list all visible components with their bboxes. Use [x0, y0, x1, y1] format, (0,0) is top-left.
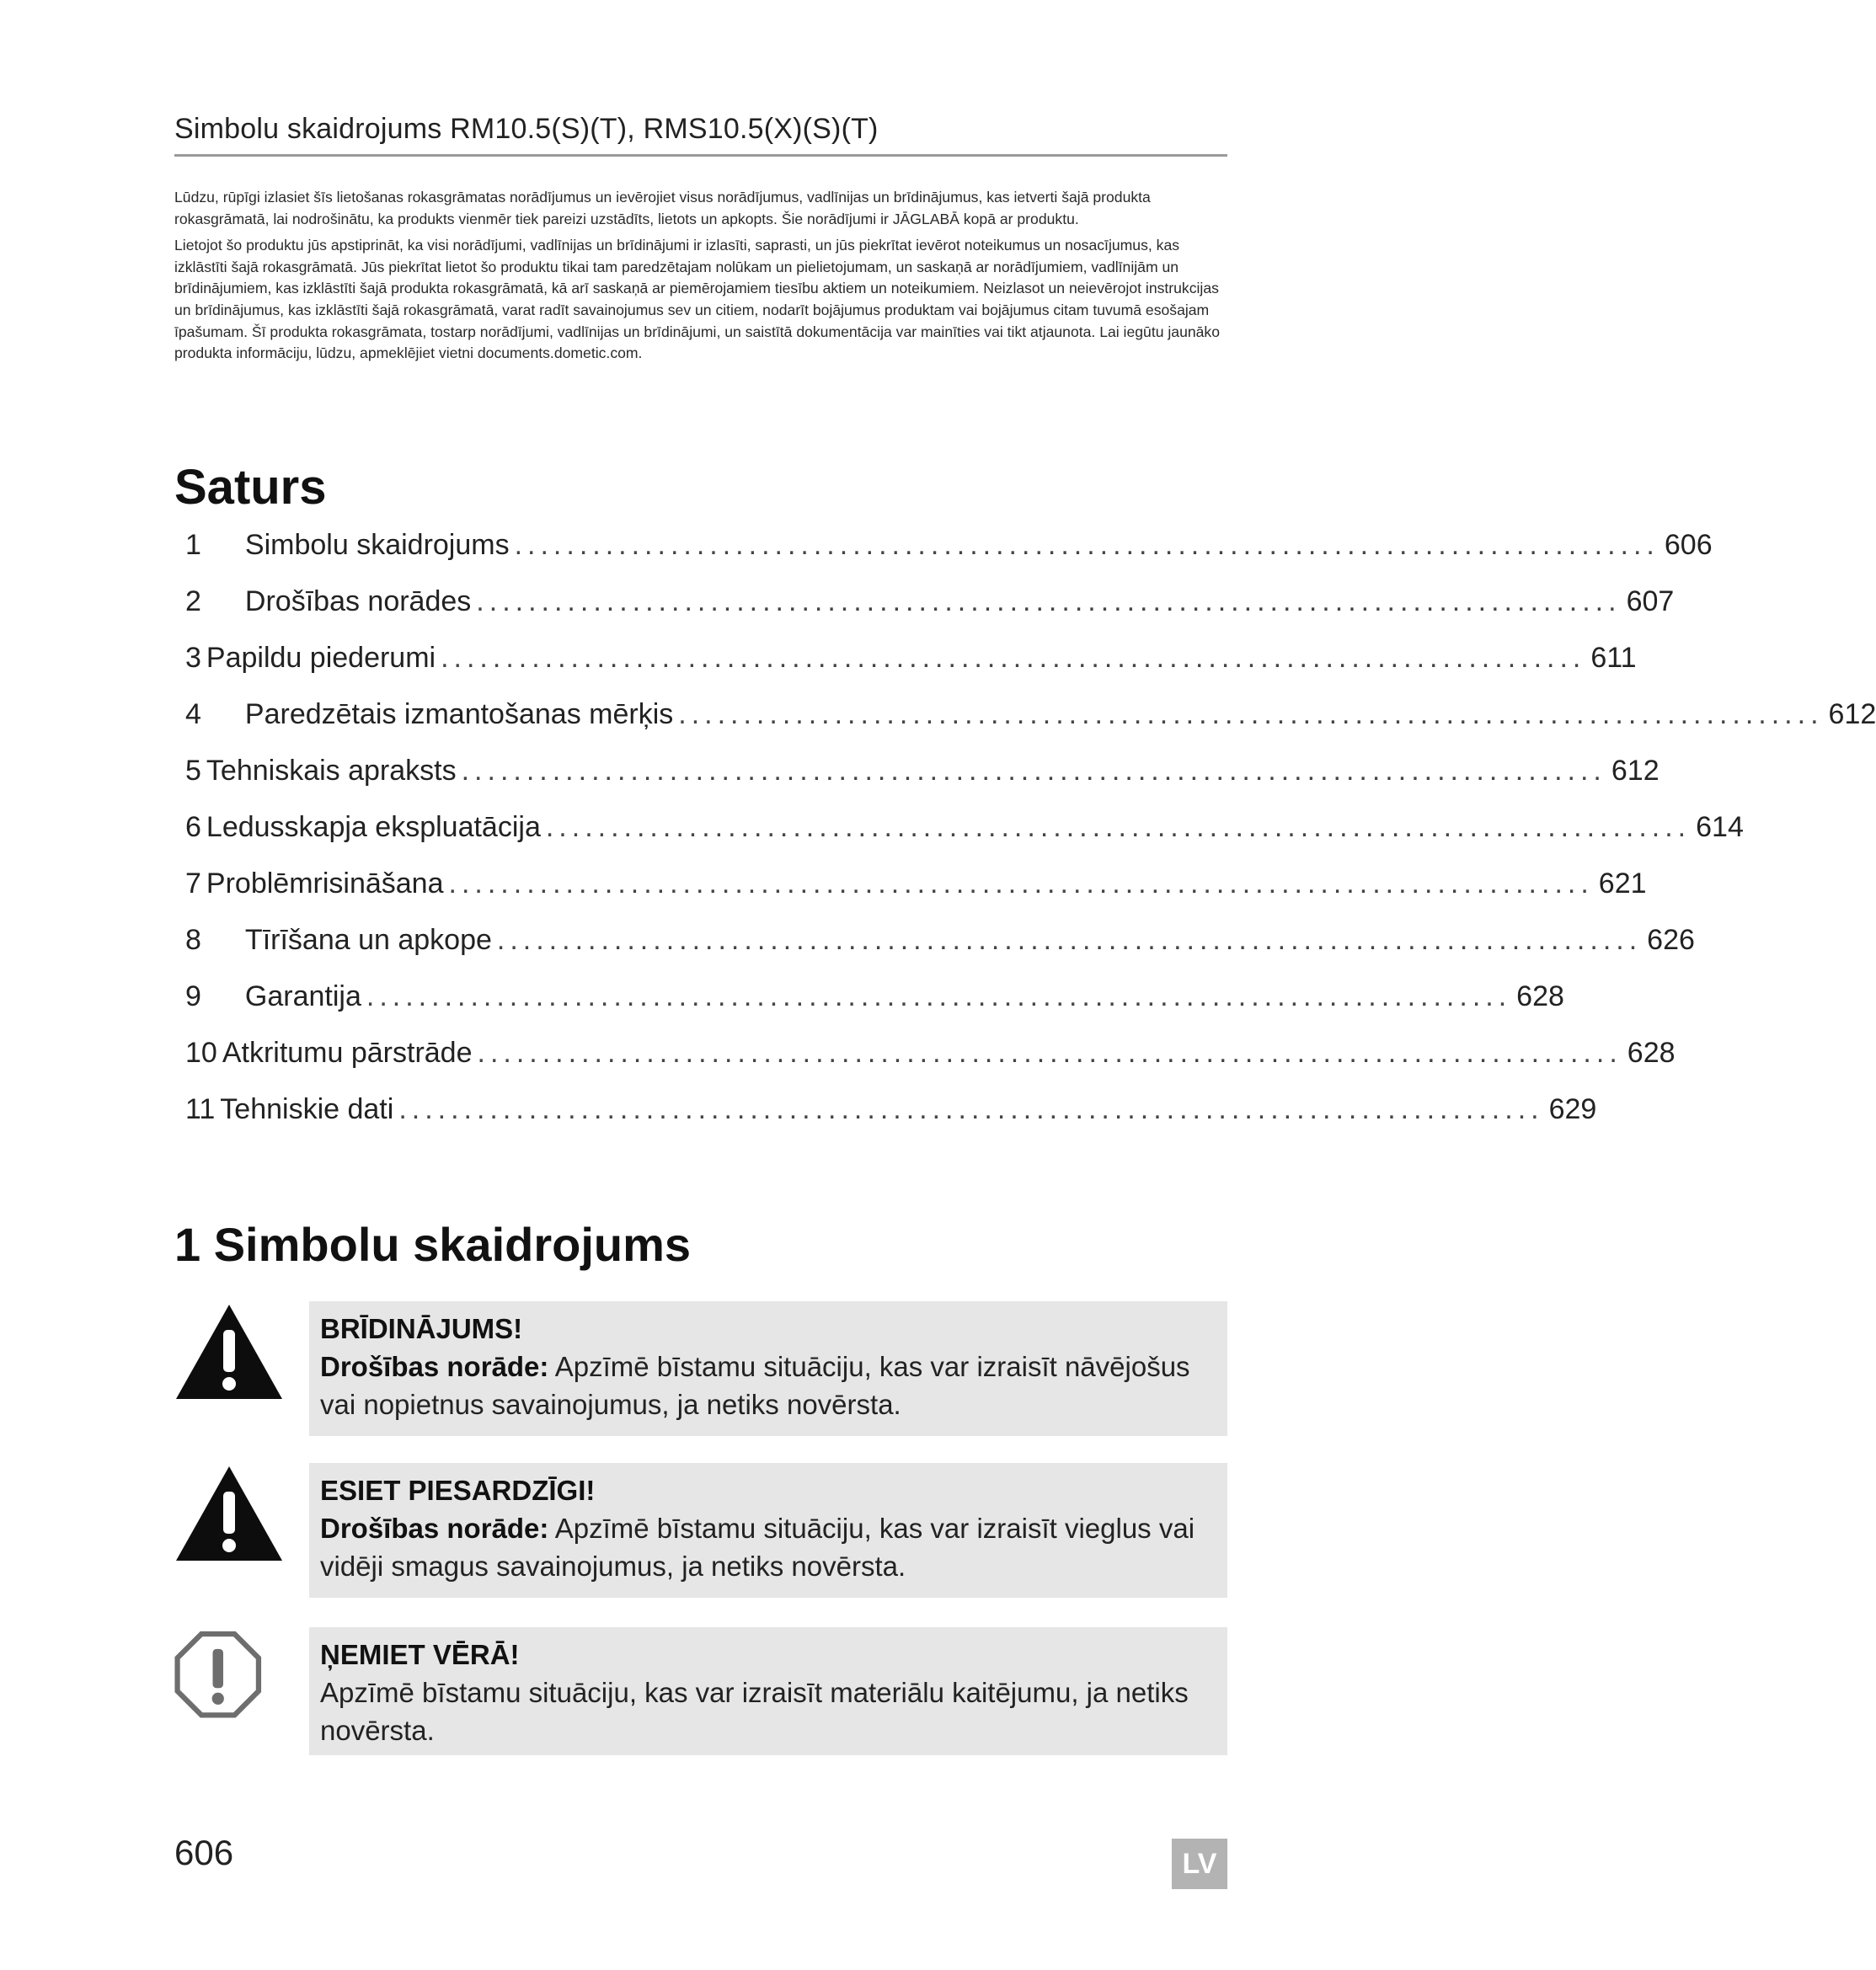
toc-leader-dots: ........................................................................................	[398, 1093, 1544, 1125]
toc-leader-dots: ........................................................................................	[476, 585, 1622, 617]
toc-entry[interactable]	[185, 1093, 1597, 1130]
toc-entry-number: 9	[185, 980, 201, 1012]
notice-box	[309, 1301, 1227, 1436]
toc-entry-number: 4	[185, 698, 201, 730]
intro-text	[174, 187, 1227, 370]
notice-text: Apzīmē bīstamu situāciju, kas var izraisīt nāvējošus vai nopietnus savainojumus, ja netiks novērsta.	[320, 1351, 1190, 1420]
notice-box	[309, 1463, 1227, 1598]
toc-entry-page: 607	[1626, 585, 1675, 617]
toc-leader-dots: ........................................................................................	[441, 642, 1586, 674]
toc-entry[interactable]	[185, 924, 1695, 961]
toc-entry[interactable]	[185, 698, 1876, 735]
toc-entry-title: Tīrīšana un apkope	[244, 924, 492, 956]
toc-entry[interactable]	[185, 980, 1564, 1017]
toc-entry-page: 612	[1611, 755, 1660, 787]
language-badge: LV	[1172, 1839, 1227, 1889]
toc-leader-dots: ........................................................................................	[545, 811, 1692, 843]
toc-entry-title: Ledusskapja ekspluatācija	[206, 811, 541, 843]
caution-triangle-icon	[174, 1463, 284, 1564]
toc-entry-page: 614	[1696, 811, 1744, 843]
toc-title: Saturs	[174, 460, 327, 515]
toc-entry-title: Tehniskie dati	[220, 1093, 394, 1125]
toc-entry[interactable]	[185, 868, 1647, 905]
notice-caution	[174, 1463, 1227, 1598]
notice-text: Apzīmē bīstamu situāciju, kas var izraisīt materiālu kaitējumu, ja netiks novērsta.	[320, 1677, 1189, 1746]
toc-leader-dots: ........................................................................................	[366, 980, 1512, 1012]
toc-entry-number: 11	[185, 1093, 216, 1125]
notice-text: Apzīmē bīstamu situāciju, kas var izraisīt vieglus vai vidēji smagus savainojumus, ja netiks novērsta.	[320, 1513, 1195, 1582]
toc-entry-title: Atkritumu pārstrāde	[222, 1037, 473, 1069]
toc-entry[interactable]	[185, 642, 1637, 679]
toc-leader-dots: ........................................................................................	[477, 1037, 1622, 1069]
toc-entry-number: 10	[185, 1037, 217, 1069]
toc-entry-number: 7	[185, 868, 201, 900]
notice-box	[309, 1627, 1227, 1755]
toc-entry[interactable]	[185, 1037, 1676, 1074]
notice-label: Drošības norāde:	[320, 1351, 549, 1382]
toc-entry[interactable]	[185, 585, 1675, 622]
toc-entry[interactable]	[185, 529, 1713, 566]
toc-entry[interactable]	[185, 755, 1660, 792]
toc-leader-dots: ........................................................................................	[448, 868, 1594, 900]
toc-entry-page: 628	[1516, 980, 1564, 1012]
toc-entry-page: 612	[1828, 698, 1876, 730]
toc-entry[interactable]	[185, 811, 1744, 848]
notice-heading: BRĪDINĀJUMS!	[320, 1313, 523, 1344]
toc-entry-page: 629	[1548, 1093, 1597, 1125]
notice-octagon-icon	[174, 1627, 272, 1725]
toc-entry-title: Papildu piederumi	[206, 642, 436, 674]
toc-entry-number: 8	[185, 924, 201, 956]
toc-entry-title: Paredzētais izmantošanas mērķis	[244, 698, 674, 730]
toc-leader-dots: ........................................................................................	[678, 698, 1824, 730]
toc-leader-dots: ........................................................................................	[496, 924, 1643, 956]
notice-label: Drošības norāde:	[320, 1513, 549, 1544]
toc-entry-page: 611	[1590, 642, 1637, 674]
page-number: 606	[174, 1833, 234, 1872]
intro-paragraph-2: Lietojot šo produktu jūs apstiprināt, ka visi norādījumi, vadlīnijas un brīdinājumi ir izlasīti, saprasti, un jūs piekrītat ievērot noteikumus un nosacījumus, kas izklāstīti šajā rokasgrāmatā. Jūs piekrītat lietot šo produktu tikai tam paredzētajam nolūkam un pielietojumam, un saskaņā ar norādījumiem, vadlīnijām un brīdinājumiem, kas izklāstīti šajā produkta rokasgrāmatā, kā arī saskaņā ar piemērojamiem tiesību aktiem un noteikumiem. Neizlasot un neievērojot instrukcijas un brīdinājumus, kas izklāstīti šajā rokasgrāmatā, varat radīt savainojumus sev un citiem, nodarīt bojājumus produktam vai bojājumus citam tuvumā esošajam īpašumam. Šī produkta rokasgrāmata, tostarp norādījumi, vadlīnijas un brīdinājumi, un saistītā dokumentācija var mainīties vai tikt atjaunota. Lai iegūtu jaunāko produkta informāciju, lūdzu, apmeklējiet vietni documents.dometic.com.	[174, 237, 1221, 362]
notice-notice	[174, 1627, 1227, 1755]
toc-entry-number: 6	[185, 811, 201, 843]
toc-entry-number: 2	[185, 585, 201, 617]
section-title: 1 Simbolu skaidrojums	[174, 1218, 692, 1271]
page-header: Simbolu skaidrojums RM10.5(S)(T), RMS10.5(X)(S)(T)	[174, 113, 1227, 157]
toc-entry-page: 626	[1647, 924, 1695, 956]
toc-leader-dots: ........................................................................................	[514, 529, 1660, 561]
toc-entry-page: 621	[1598, 868, 1647, 900]
toc-entry-title: Drošības norādes	[244, 585, 472, 617]
toc-entry-number: 5	[185, 755, 201, 787]
toc-leader-dots: ........................................................................................	[461, 755, 1606, 787]
toc-entry-number: 3	[185, 642, 201, 674]
notice-heading: ŅEMIET VĒRĀ!	[320, 1639, 520, 1670]
toc-entry-title: Tehniskais apraksts	[206, 755, 457, 787]
toc-entry-page: 628	[1627, 1037, 1676, 1069]
notice-warning	[174, 1301, 1227, 1436]
toc-entry-page: 606	[1664, 529, 1713, 561]
intro-paragraph-1: Lūdzu, rūpīgi izlasiet šīs lietošanas rokasgrāmatas norādījumus un ievērojiet visus norādījumus, vadlīnijas un brīdinājumus, kas ietverti šajā produkta rokasgrāmatā, lai nodrošinātu, ka produkts vienmēr tiek pareizi uzstādīts, lietots un apkopts. Šie norādījumi ir JĀGLABĀ kopā ar produktu.	[174, 189, 1151, 227]
toc-entry-title: Problēmrisināšana	[206, 868, 444, 900]
toc-entry-title: Garantija	[244, 980, 361, 1012]
toc-entry-number: 1	[185, 529, 201, 561]
toc-entry-title: Simbolu skaidrojums	[244, 529, 510, 561]
notice-heading: ESIET PIESARDZĪGI!	[320, 1475, 596, 1506]
warning-triangle-icon	[174, 1301, 284, 1402]
